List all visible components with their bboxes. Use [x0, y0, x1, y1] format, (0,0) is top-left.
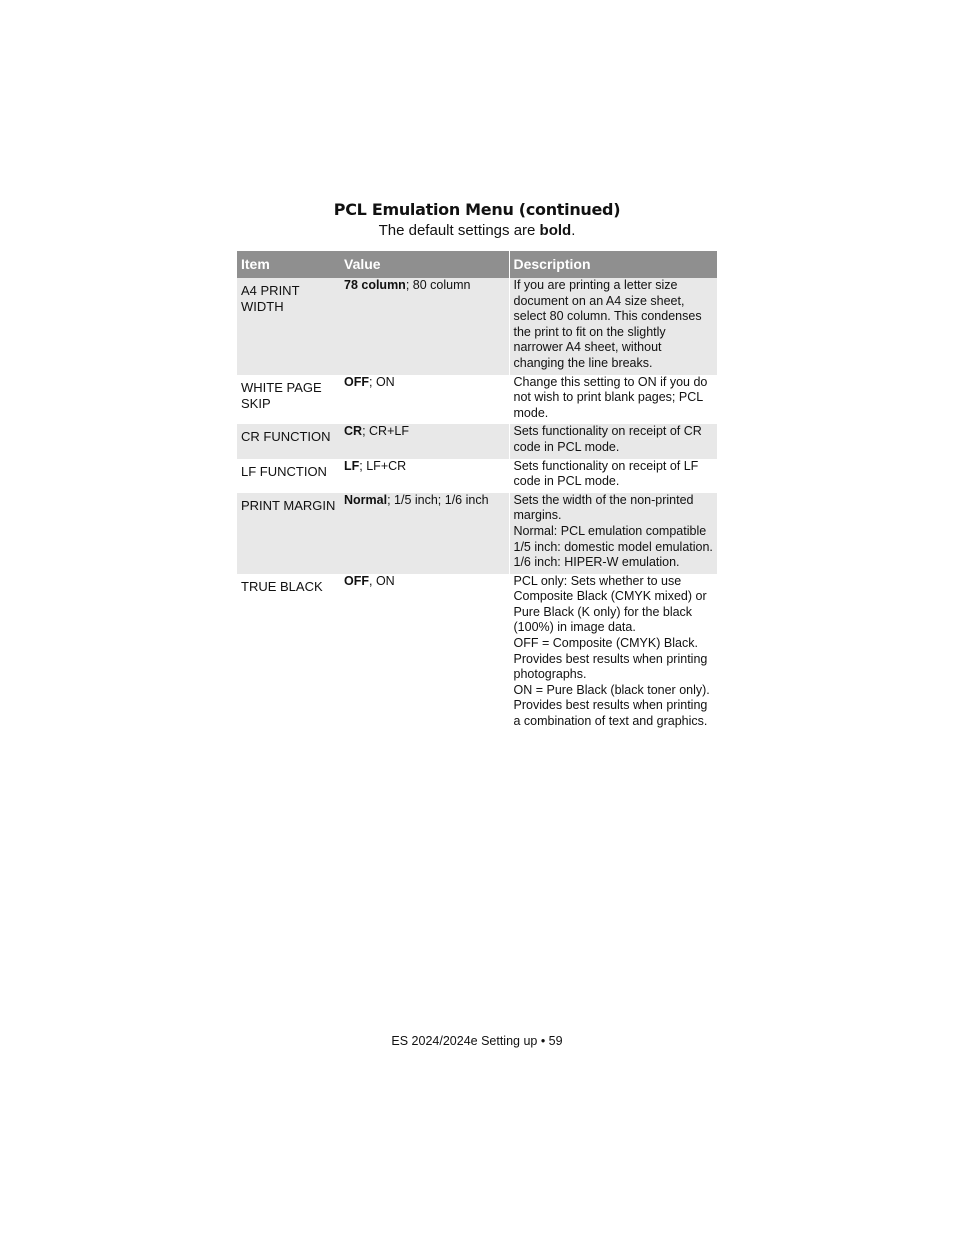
subtitle: [0, 222, 954, 239]
description-line: If you are printing a letter size document on an A4 size sheet, select 80 column. This condenses the print to fit on the slightly narrower A4 sheet, without changing the line breaks.: [513, 278, 702, 370]
table-row: [237, 574, 717, 733]
other-values: ; 1/5 inch; 1/6 inch: [387, 492, 489, 507]
default-value: LF: [344, 458, 360, 473]
table-row: [237, 375, 717, 425]
column-header-value: Value: [340, 251, 509, 278]
description-cell: [509, 459, 717, 493]
description-line: Sets functionality on receipt of LF code in PCL mode.: [513, 458, 699, 489]
item-cell: WHITE PAGE SKIP: [241, 379, 322, 411]
default-value: CR: [344, 424, 363, 439]
pcl-emulation-table: [237, 251, 717, 733]
description-cell: [509, 574, 717, 733]
subtitle-bold-word: bold: [539, 222, 572, 239]
description-line: Change this setting to ON if you do not wish to print blank pages; PCL mode.: [513, 374, 708, 420]
item-cell: PRINT MARGIN: [237, 493, 340, 574]
description-line: 1/5 inch: domestic model emulation.: [513, 539, 713, 554]
value-cell: [340, 459, 509, 493]
value-cell: [340, 493, 509, 574]
other-values: , ON: [369, 573, 395, 588]
description-cell: [509, 493, 717, 574]
default-value: OFF: [344, 374, 369, 389]
table-row: [237, 459, 717, 493]
item-cell: A4 PRINT WIDTH: [237, 278, 340, 375]
table-header-row: [237, 251, 717, 278]
page-footer: ES 2024/2024e Setting up • 59: [391, 1034, 563, 1048]
value-cell: [340, 574, 509, 733]
description-line: PCL only: Sets whether to use Composite Black (CMYK mixed) or Pure Black (K only) for the black (100%) in image data.: [513, 573, 707, 635]
description-line: Sets the width of the non-printed margins.: [513, 492, 694, 523]
subtitle-text: The default settings are: [378, 222, 540, 239]
default-value: 78 column: [344, 278, 406, 292]
other-values: ; ON: [369, 374, 395, 389]
column-header-description: Description: [509, 251, 717, 278]
description-cell: [509, 278, 717, 375]
description-line: Normal: PCL emulation compatible: [513, 523, 707, 538]
subtitle-period: .: [571, 222, 576, 239]
item-cell: LF FUNCTION: [241, 463, 327, 479]
other-values: ; 80 column: [405, 278, 471, 292]
value-cell: [340, 278, 509, 375]
default-value: OFF: [344, 573, 369, 588]
item-cell: CR FUNCTION: [237, 424, 340, 458]
default-value: Normal: [344, 492, 388, 507]
item-cell: TRUE BLACK: [241, 578, 323, 594]
description-cell: [509, 424, 717, 458]
page-title: PCL Emulation Menu (continued): [333, 200, 621, 219]
description-line: OFF = Composite (CMYK) Black. Provides best results when printing photographs.: [513, 636, 708, 682]
description-line: Sets functionality on receipt of CR code in PCL mode.: [513, 424, 702, 454]
description-cell: [509, 375, 717, 425]
table-row: [237, 278, 717, 375]
value-cell: [340, 424, 509, 458]
table-body: [237, 278, 717, 733]
table-row: [237, 424, 717, 458]
table-row: [237, 493, 717, 574]
column-header-item: Item: [237, 251, 340, 278]
other-values: ; LF+CR: [359, 458, 407, 473]
description-line: ON = Pure Black (black toner only). Provides best results when printing a combination of text and graphics.: [513, 682, 710, 729]
other-values: ; CR+LF: [362, 424, 409, 439]
description-line: 1/6 inch: HIPER-W emulation.: [513, 555, 680, 570]
value-cell: [340, 375, 509, 425]
